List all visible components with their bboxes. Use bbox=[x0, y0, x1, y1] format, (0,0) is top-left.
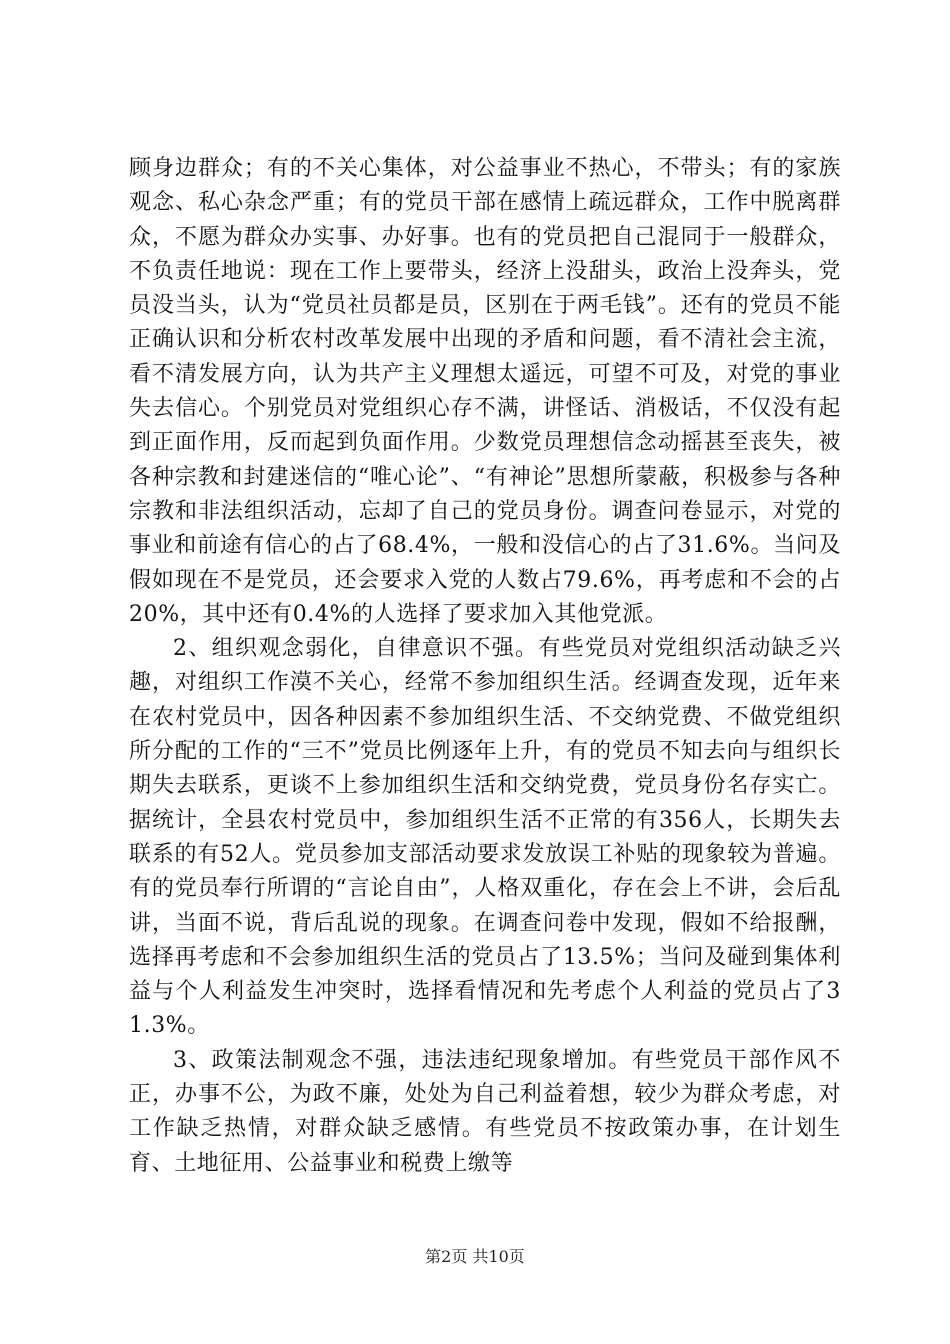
paragraph-section-2: 2、组织观念弱化，自律意识不强。有些党员对党组织活动缺乏兴趣，对组织工作漠不关心，经常不参加组织生活。经调查发现，近年来在农村党员中，因各种因素不参加组织生活、不交纳党费、不做党组织所分配的工作的“三不”党员比例逐年上升，有的党员不知去向与组织长期失去联系，更谈不上参加组织生活和交纳党费，党员身份名存实亡。据统计，全县农村党员中，参加组织生活不正常的有356人，长期失去联系的有52人。党员参加支部活动要求发放误工补贴的现象较为普遍。有的党员奉行所谓的“言论自由”，人格双重化，存在会上不讲，会后乱讲，当面不说，背后乱说的现象。在调查问卷中发现，假如不给报酬，选择再考虑和不会参加组织生活的党员占了13.5%；当问及碰到集体利益与个人利益发生冲突时，选择看情况和先考虑个人利益的党员占了31.3%。 bbox=[129, 636, 841, 1039]
paragraph-section-3: 3、政策法制观念不强，违法违纪现象增加。有些党员干部作风不正，办事不公，为政不廉，处处为自己利益着想，较少为群众考虑，对工作缺乏热情，对群众缺乏感情。有些党员不按政策办事，在计划生育、土地征用、公益事业和税费上缴等 bbox=[129, 1047, 841, 1176]
document-body bbox=[129, 152, 841, 1181]
paragraph-continued: 顾身边群众；有的不关心集体，对公益事业不热心，不带头；有的家族观念、私心杂念严重；有的党员干部在感情上疏远群众，工作中脱离群众，不愿为群众办实事、办好事。也有的党员把自己混同于一般群众，不负责任地说：现在工作上要带头，经济上没甜头，政治上没奔头，党员没当头，认为“党员社员都是员，区别在于两毛钱”。还有的党员不能正确认识和分析农村改革发展中出现的矛盾和问题，看不清社会主流，看不清发展方向，认为共产主义理想太遥远，可望不可及，对党的事业失去信心。个别党员对党组织心存不满，讲怪话、消极话，不仅没有起到正面作用，反而起到负面作用。少数党员理想信念动摇甚至丧失，被各种宗教和封建迷信的“唯心论”、“有神论”思想所蒙蔽，积极参与各种宗教和非法组织活动，忘却了自己的党员身份。调查问卷显示，对党的事业和前途有信心的占了68.4%，一般和没信心的占了31.6%。当问及假如现在不是党员，还会要求入党的人数占79.6%，再考虑和不会的占20%，其中还有0.4%的人选择了要求加入其他党派。 bbox=[129, 156, 841, 627]
page-footer: 第2页 共10页 bbox=[425, 1247, 525, 1266]
